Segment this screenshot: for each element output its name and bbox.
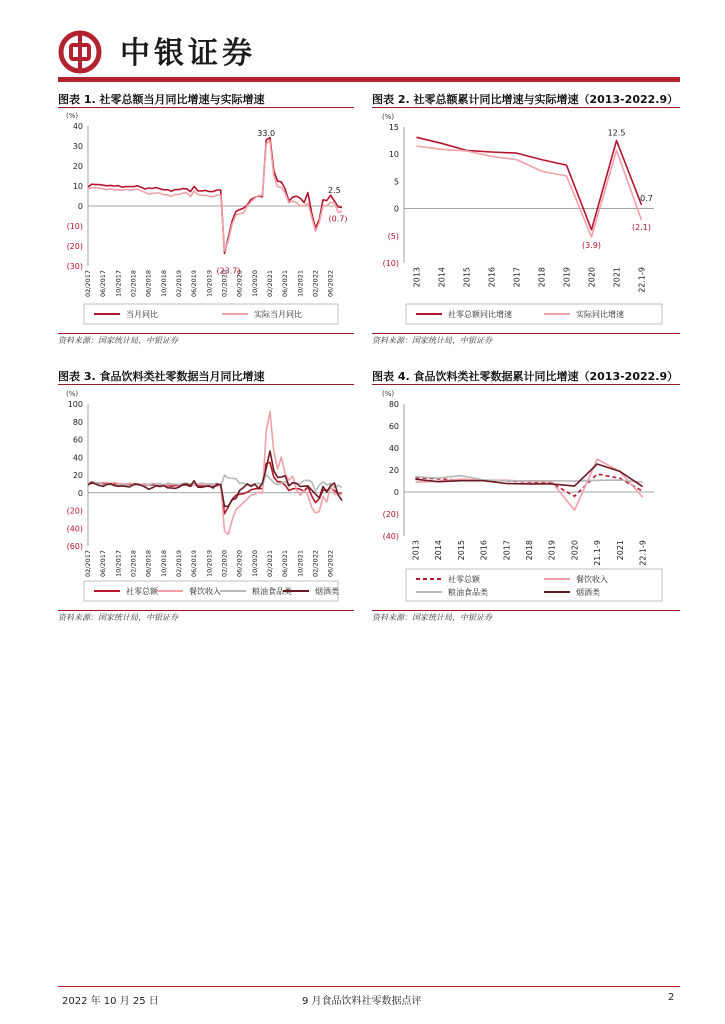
x-tick-label: 2016 (487, 267, 497, 288)
x-tick-label: 22.1-9 (637, 267, 647, 293)
x-tick-label: 21.1-9 (593, 540, 603, 566)
x-tick-label: 02/2017 (84, 270, 92, 298)
legend-label: 社零总额 (126, 587, 158, 596)
y-tick-label: (20) (66, 242, 83, 251)
legend-label: 实际同比增速 (576, 310, 624, 319)
data-label: (3.9) (582, 240, 601, 250)
x-tick-label: 10/2021 (296, 270, 305, 298)
x-tick-label: 02/2022 (311, 550, 320, 578)
chart-4-source: 资料来源：国家统计局，中银证券 (372, 613, 492, 622)
x-tick-label: 2013 (411, 540, 421, 561)
x-tick-label: 06/2017 (99, 550, 108, 578)
x-tick-label: 2017 (512, 267, 522, 288)
x-tick-label: 06/2018 (144, 550, 153, 578)
y-tick-label: (10) (382, 259, 399, 268)
unit-label: (%) (382, 113, 395, 121)
y-tick-label: (5) (387, 231, 399, 241)
y-tick-label: 40 (72, 122, 83, 131)
data-label: (0.7) (328, 214, 348, 224)
y-tick-label: 10 (72, 182, 83, 191)
y-tick-label: 80 (388, 400, 399, 409)
x-tick-label: 2020 (570, 540, 580, 561)
x-tick-label: 02/2021 (265, 270, 274, 298)
y-tick-label: 20 (72, 471, 83, 480)
x-tick-label: 06/2019 (190, 270, 199, 298)
x-tick-label: 06/2022 (326, 550, 335, 578)
x-tick-label: 10/2020 (250, 270, 259, 298)
legend-label: 当月同比 (126, 310, 158, 319)
chart-1-caption: 图表 1. 社零总额当月同比增速与实际增速 (58, 93, 265, 106)
x-tick-label: 2018 (537, 267, 547, 288)
legend-label: 粮油食品类 (252, 587, 292, 596)
y-tick-label: 0 (77, 488, 83, 498)
x-tick-label: 06/2019 (190, 550, 199, 578)
legend-label: 实际当月同比 (254, 310, 302, 319)
series-line-2 (417, 146, 642, 237)
x-tick-label: 10/2017 (114, 270, 123, 298)
footer-divider (58, 986, 680, 987)
unit-label: (%) (66, 390, 79, 398)
chart-1-source: 资料来源：国家统计局，中银证券 (58, 336, 178, 345)
legend-label: 餐饮收入 (189, 587, 221, 596)
y-tick-label: 100 (67, 400, 83, 409)
y-tick-label: 10 (388, 150, 399, 160)
series-line-4 (415, 464, 642, 487)
y-tick-label: 60 (388, 422, 399, 431)
x-tick-label: 10/2018 (159, 550, 168, 578)
unit-label: (%) (382, 390, 395, 398)
x-tick-label: 10/2018 (159, 270, 168, 298)
footer-title: 9 月食品饮料社零数据点评 (302, 996, 422, 1007)
chart-3-caption: 图表 3. 食品饮料类社零数据当月同比增速 (58, 370, 265, 383)
y-tick-label: 20 (72, 162, 83, 171)
chart-4 (372, 385, 680, 610)
x-tick-label: 02/2019 (174, 270, 183, 298)
series-line-2 (88, 141, 342, 251)
legend-label: 烟酒类 (315, 587, 339, 596)
y-tick-label: (40) (66, 524, 83, 534)
y-tick-label: (10) (66, 222, 83, 231)
chart-2-source: 资料来源：国家统计局，中银证券 (372, 336, 492, 345)
x-tick-label: 2020 (587, 267, 597, 288)
chart-3-bottom-rule (58, 610, 354, 611)
x-tick-label: 02/2017 (84, 550, 92, 578)
x-tick-label: 06/2018 (144, 270, 153, 298)
y-tick-label: (60) (66, 542, 83, 551)
y-tick-label: (40) (382, 532, 399, 541)
data-label: 12.5 (607, 128, 626, 138)
page-number: 2 (668, 992, 675, 1003)
x-tick-label: 06/2021 (281, 270, 290, 298)
y-tick-label: 40 (72, 453, 83, 463)
y-tick-label: (20) (66, 506, 83, 516)
y-tick-label: 40 (388, 444, 399, 453)
header-divider (58, 77, 680, 82)
y-tick-label: (30) (66, 262, 83, 271)
chart-1 (58, 108, 354, 333)
data-label: (2.1) (632, 223, 651, 233)
chart-3-source: 资料来源：国家统计局，中银证券 (58, 613, 178, 622)
x-tick-label: 02/2019 (174, 550, 183, 578)
chart-2-caption: 图表 2. 社零总额累计同比增速与实际增速（2013-2022.9） (372, 93, 679, 106)
series-line-1 (88, 462, 342, 513)
y-tick-label: 60 (72, 435, 83, 445)
x-tick-label: 10/2020 (250, 550, 259, 578)
x-tick-label: 02/2018 (129, 550, 138, 578)
data-label: 2.5 (328, 186, 341, 195)
x-tick-label: 10/2019 (205, 550, 214, 578)
y-tick-label: 20 (388, 466, 399, 475)
x-tick-label: 2014 (434, 540, 444, 561)
legend-label: 社零总额同比增速 (448, 310, 512, 319)
x-tick-label: 06/2020 (235, 270, 244, 298)
chart-4-caption: 图表 4. 食品饮料类社零数据累计同比增速（2013-2022.9） (372, 370, 679, 383)
x-tick-label: 06/2021 (281, 550, 290, 578)
series-line-4 (88, 451, 342, 506)
x-tick-label: 2015 (462, 267, 472, 288)
y-tick-label: 0 (77, 202, 83, 211)
data-label: 33.0 (257, 129, 276, 138)
legend-label: 社零总额 (448, 575, 480, 584)
x-tick-label: 2021 (615, 540, 625, 561)
series-line-2 (88, 412, 342, 535)
data-label: (23.7) (216, 266, 241, 276)
x-tick-label: 2018 (525, 540, 534, 561)
x-tick-label: 2019 (562, 267, 572, 288)
brand-name: 中银证券 (120, 36, 256, 71)
series-line-3 (88, 475, 342, 492)
x-tick-label: 02/2021 (265, 550, 274, 578)
legend-label: 餐饮收入 (576, 575, 608, 584)
chart-2-bottom-rule (372, 333, 680, 334)
x-tick-label: 06/2020 (235, 550, 244, 578)
x-tick-label: 10/2021 (296, 550, 305, 578)
x-tick-label: 2019 (547, 540, 557, 561)
chart-1-bottom-rule (58, 333, 354, 334)
x-tick-label: 10/2019 (205, 270, 214, 298)
x-tick-label: 02/2020 (220, 550, 229, 578)
y-tick-label: 5 (393, 177, 399, 187)
unit-label: (%) (66, 112, 79, 120)
y-tick-label: 0 (393, 204, 399, 214)
chart-3 (58, 385, 354, 610)
y-tick-label: 15 (388, 123, 399, 132)
x-tick-label: 22.1-9 (638, 540, 648, 566)
x-tick-label: 06/2017 (99, 270, 108, 298)
chart-2 (372, 108, 680, 333)
chart-4-bottom-rule (372, 610, 680, 611)
x-tick-label: 2013 (412, 267, 422, 288)
x-tick-label: 02/2022 (311, 270, 320, 298)
footer-date: 2022 年 10 月 25 日 (62, 996, 159, 1007)
x-tick-label: 2016 (479, 540, 489, 561)
y-tick-label: 0 (393, 488, 399, 497)
y-tick-label: 30 (72, 142, 83, 151)
x-tick-label: 02/2020 (220, 270, 229, 298)
legend-box (406, 569, 662, 601)
legend-label: 烟酒类 (576, 588, 600, 597)
data-label: 0.7 (640, 193, 653, 203)
bank-of-china-logo-icon (58, 30, 102, 74)
x-tick-label: 2015 (456, 540, 466, 561)
x-tick-label: 2014 (437, 267, 447, 288)
y-tick-label: (20) (382, 510, 399, 519)
x-tick-label: 02/2018 (129, 270, 138, 298)
x-tick-label: 10/2017 (114, 550, 123, 578)
page-header (58, 28, 678, 76)
x-tick-label: 2017 (502, 540, 512, 561)
y-tick-label: 80 (72, 417, 83, 427)
x-tick-label: 2021 (612, 267, 622, 288)
x-tick-label: 06/2022 (326, 270, 335, 298)
legend-label: 粮油食品类 (448, 588, 488, 597)
